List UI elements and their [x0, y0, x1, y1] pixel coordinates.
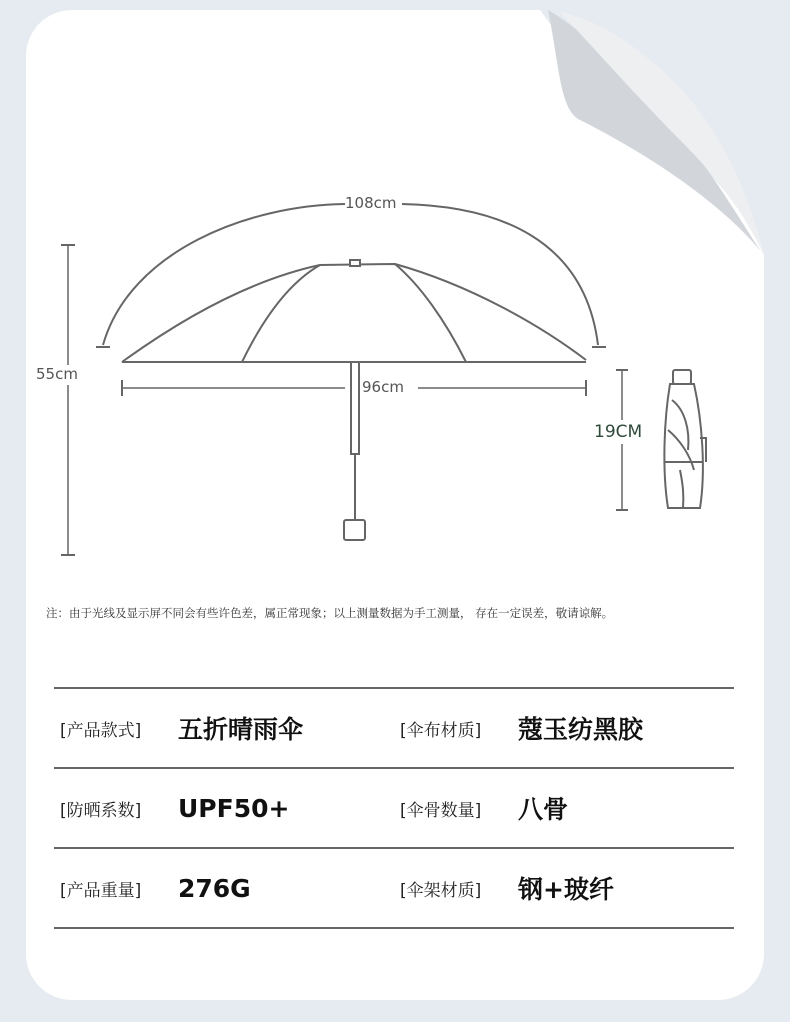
spec-value: 276G: [178, 873, 251, 903]
umbrella-handle: [344, 520, 365, 540]
spec-key: [伞布材质]: [400, 720, 482, 741]
umbrella-shaft: [351, 362, 359, 454]
spec-value: 钢+玻纤: [518, 875, 614, 904]
spec-table: [54, 687, 734, 929]
spec-key: [伞架材质]: [400, 880, 482, 901]
spec-key: [伞骨数量]: [400, 800, 482, 821]
spec-value: 八骨: [518, 795, 569, 824]
spec-key: [产品款式]: [60, 720, 142, 741]
spec-key: [防晒系数]: [60, 800, 142, 821]
spec-value: 蔻玉纺黑胶: [518, 715, 644, 744]
spec-row: [54, 687, 734, 767]
outer-arc-measure-right: [402, 204, 598, 345]
spec-row: [54, 767, 734, 847]
color-disclaimer-note: 注：由于光线及显示屏不同会有些许色差，属正常现象；以上测量数据为手工测量， 存在一定误差，敬请谅解。: [46, 606, 614, 620]
spec-key: [产品重量]: [60, 880, 142, 901]
canopy-outline: [122, 264, 586, 362]
spec-value: 五折晴雨伞: [178, 715, 304, 744]
spec-row: [54, 847, 734, 929]
height-label: 55cm: [36, 365, 78, 383]
span-label: 96cm: [362, 378, 404, 396]
spec-value: UPF50+: [178, 793, 290, 823]
folded-umbrella-tip: [673, 370, 691, 384]
outer-width-label: 108cm: [345, 194, 397, 212]
outer-arc-measure: [103, 204, 345, 345]
folded-length-label: 19CM: [594, 422, 643, 442]
